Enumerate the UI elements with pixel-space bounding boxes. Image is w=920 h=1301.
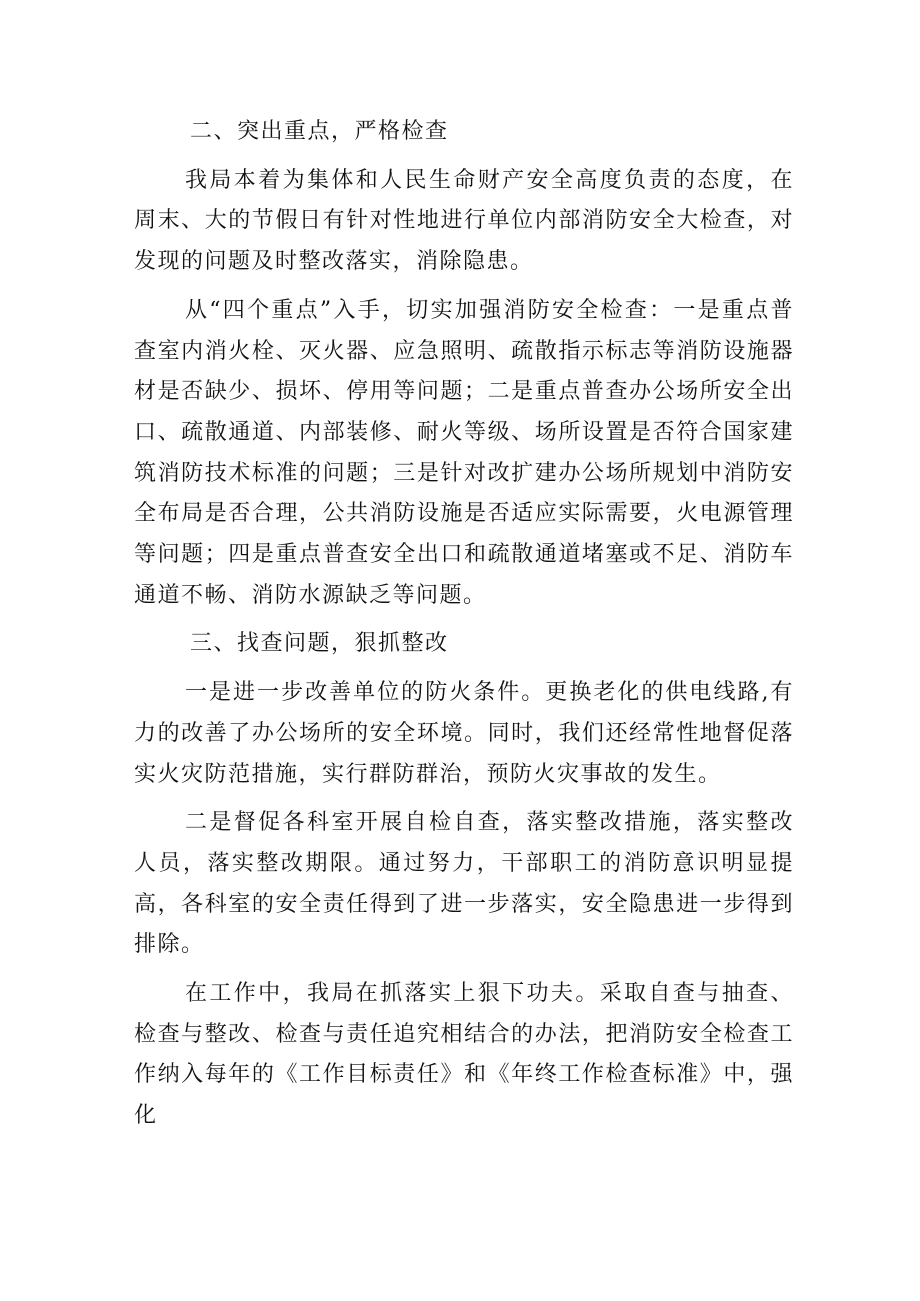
section-heading-inspection: 二、突出重点，严格检查 bbox=[190, 119, 449, 144]
paragraph-four-key-points: 从“四个重点”入手，切实加强消防安全检查：一是重点普查室内消火栓、灭火器、应急照明、疏散指示标志等消防设施器材是否缺少、损坏、停用等问题；二是重点普查办公场所安全出口、疏散通道、内部装修、耐火等级、场所设置是否符合国家建筑消防技术标准的问题；三是针对改扩建办公场所规划中消防安全布局是否合理，公共消防设施是否适应实际需要，火电源管理等问题；四是重点普查安全出口和疏散通道堵塞或不足、消防车通道不畅、消防水源缺乏等问题。 bbox=[134, 297, 794, 608]
section-heading-rectification: 三、找查问题，狠抓整改 bbox=[190, 631, 449, 657]
paragraph-attitude: 我局本着为集体和人民生命财产安全高度负责的态度，在周末、大的节假日有针对性地进行单位内部消防安全大检查，对发现的问题及时整改落实，消除隐患。 bbox=[134, 167, 794, 275]
document-body bbox=[134, 112, 794, 1145]
paragraph-implementation: 在工作中，我局在抓落实上狠下功夫。采取自查与抽查、检查与整改、检查与责任追究相结合的办法，把消防安全检查工作纳入每年的《工作目标责任》和《年终工作检查标准》中，强化 bbox=[134, 981, 794, 1129]
paragraph-fire-conditions: 一是进一步改善单位的防火条件。更换老化的供电线路,有力的改善了办公场所的安全环境。同时，我们还经常性地督促落实火灾防范措施，实行群防群治，预防火灾事故的发生。 bbox=[134, 680, 794, 787]
paragraph-self-inspection: 二是督促各科室开展自检自查，落实整改措施，落实整改人员，落实整改期限。通过努力，干部职工的消防意识明显提高，各科室的安全责任得到了进一步落实，安全隐患进一步得到排除。 bbox=[134, 810, 794, 958]
